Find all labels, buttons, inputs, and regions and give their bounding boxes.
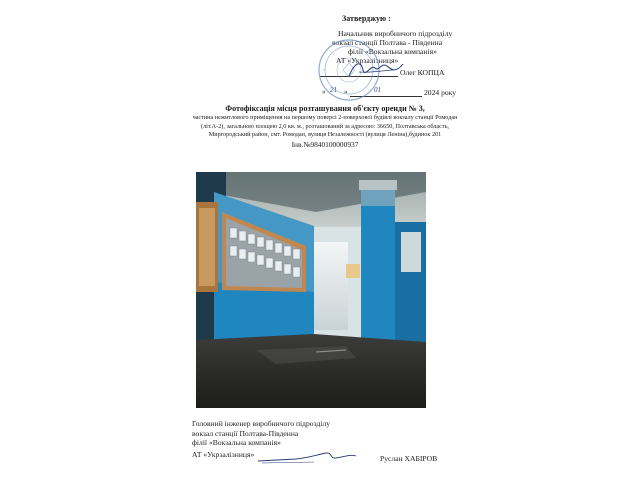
footer-line-4: АТ «Укрзалізниця» [192,450,255,459]
date-month: 01 [374,86,381,94]
document-title: Фотофіксація місця розташування об'єкту оренди № 3, [225,104,425,113]
footer-line-1: Головний інженер виробничого підрозділу [192,419,331,428]
document-heading [190,104,460,150]
date-day: 21 [330,86,337,94]
date-open-quote: « [322,88,326,96]
approval-line-3: філії «Вокзальна компанія» [348,47,437,56]
date-year: 2024 року [424,88,457,97]
footer-signature [256,449,366,467]
footer-line-2: вокзал станції Полтава-Південна [192,428,299,438]
approval-signatory: Олег КОПЦА [400,68,445,77]
inventory-number: Інв.№9840100000937 [291,139,359,149]
approval-signature [345,56,407,82]
date-close-quote: » [344,88,348,96]
approval-title: Затверджую : [342,14,391,23]
footer-signatory: Руслан ХАБІРОВ [380,454,438,463]
footer-line-3: філії «Вокзальна компанія» [192,438,281,447]
object-description: частина нежитлового приміщення на першому поверсі 2-поверхової будівлі вокзалу станції Ромодан (літ.А-2), загальною площею 2,0 кв. м., розташований за адресою: 36650, Полтавська область, Миргородський район, смт. Ромодан, вулиця Незалежності (вулиця Леніна),будинок 201 [192,114,458,139]
station-interior-photo [196,172,426,408]
approval-line-4: АТ «Укрзалізниця» [336,56,399,65]
approval-line-1: Начальник виробничого підрозділу [338,29,453,38]
approval-line-2: вокзал станції Полтава - Південна [332,38,443,47]
